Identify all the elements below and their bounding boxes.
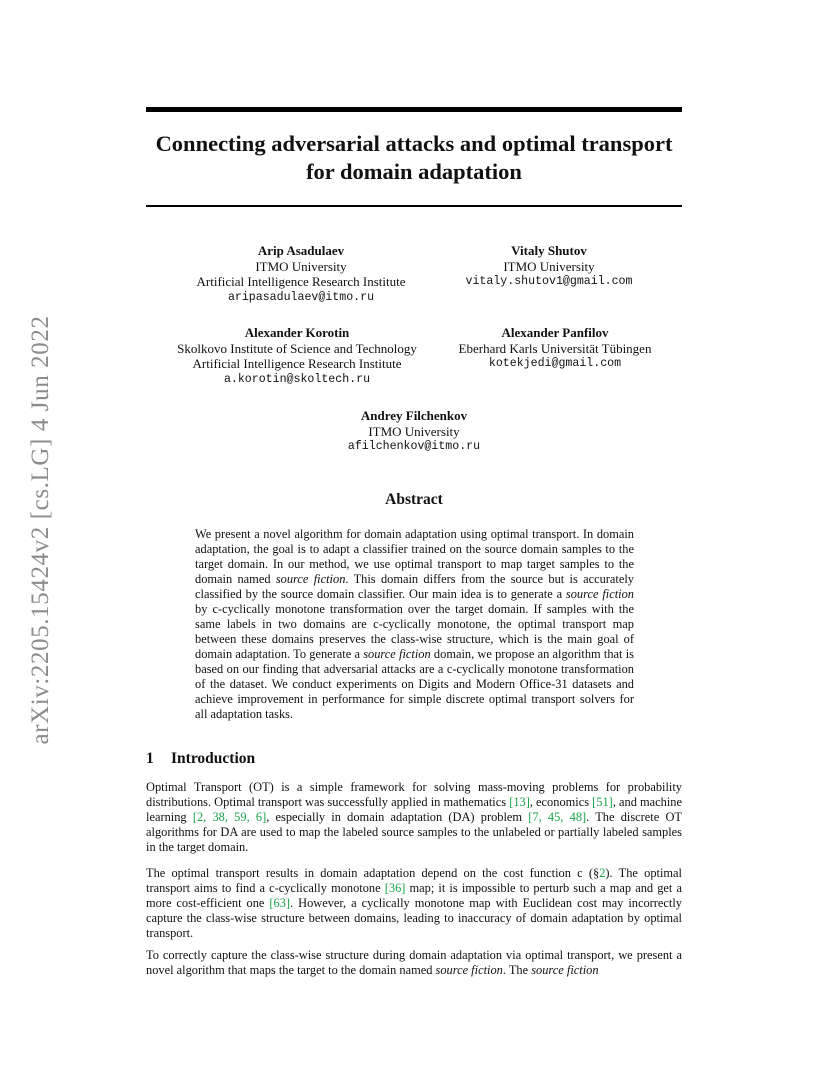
author-affiliation: Artificial Intelligence Research Institute [192,356,402,371]
section-number: 1 [146,750,154,767]
text-segment: , and machine learning [146,795,682,824]
author-email[interactable]: afilchenkov@itmo.ru [347,440,481,453]
arxiv-identifier: arXiv:2205.15424v2 [cs.LG] 4 Jun 2022 [27,315,54,745]
author-affiliation: Skolkovo Institute of Science and Technology [177,340,417,356]
title-line-1: Connecting adversarial attacks and optimal transport [155,131,673,156]
author-affiliation: ITMO University [255,258,347,274]
citation-link[interactable]: [51] [592,795,613,809]
citation-link[interactable]: [63] [269,896,291,910]
text-segment: ). The optimal transport aims to find a c-cyclically monotone [146,866,682,895]
text-emphasis: source fiction [435,963,503,977]
abstract-segment: domain, we propose an algorithm that is based on our finding that adversarial attacks are a c-cyclically monotone transformation of the dataset. We conduct experiments on Digits and Modern Office-31 datasets and achieve improvement in performance for simple discrete optimal transport solvers for all adaptation tasks. [195,647,635,721]
author-name: Andrey Filchenkov [360,408,468,423]
abstract-emphasis: source fiction [275,572,346,586]
author-block-1 [166,243,436,305]
citation-link[interactable]: [7, 45, 48] [528,810,587,824]
section-title: Introduction [171,750,256,767]
text-segment: Optimal Transport (OT) is a simple framework for solving mass-moving problems for probability distributions. Optimal transport was successfully applied in mathematics [146,780,682,809]
paper-title [146,130,682,186]
text-emphasis: source fiction [531,963,599,977]
abstract-heading: Abstract [385,491,443,508]
author-name: Arip Asadulaev [257,243,345,258]
author-email[interactable]: aripasadulaev@itmo.ru [227,290,375,304]
text-segment: To correctly capture the class-wise structure during domain adaptation via optimal transport, we present a novel algorithm that maps the target to the domain named [146,948,682,977]
author-block-5 [279,408,549,455]
author-name: Alexander Panfilov [501,325,609,340]
text-segment: , economics [529,795,593,809]
text-segment: . The [502,963,532,977]
citation-link[interactable]: [2, 38, 59, 6] [192,810,267,824]
title-line-2: for domain adaptation [306,159,522,184]
author-affiliation: Eberhard Karls Universität Tübingen [458,340,652,356]
author-name: Alexander Korotin [244,325,350,340]
intro-paragraph-1 [146,780,682,855]
citation-link[interactable]: [13] [509,795,530,809]
author-affiliation: Artificial Intelligence Research Institute [196,274,406,289]
author-name: Vitaly Shutov [511,243,587,258]
author-block-3 [162,325,432,387]
abstract-text [195,527,634,722]
author-affiliation: ITMO University [503,258,595,274]
author-block-4 [420,325,690,372]
abstract-segment: by c-cyclically monotone transformation over the target domain. If samples with the same labels in two domains are c-cyclically monotone, the optimal transport map between these domains preserves the class-wise structure, which is the main goal of domain adaptation. To generate a [195,602,634,661]
section-reference-link[interactable]: 2 [599,866,606,880]
title-top-rule [146,107,682,112]
text-segment: , especially in domain adaptation (DA) problem [266,810,529,824]
author-email[interactable]: kotekjedi@gmail.com [488,357,622,370]
author-affiliation: ITMO University [368,423,460,439]
abstract-segment: We present a novel algorithm for domain adaptation using optimal transport. In domain adaptation, the goal is to adapt a classifier trained on the source domain samples to the target domain. In our method, we use optimal transport to map target samples to the domain named [195,527,634,586]
text-segment: . However, a cyclically monotone map with Euclidean cost may incorrectly capture the class-wise structure between domains, leading to inaccuracy of domain adaptation by optimal transport. [146,896,682,940]
abstract-emphasis: source fiction [363,647,431,661]
intro-paragraph-3 [146,948,682,978]
author-block-2 [414,243,684,290]
section-heading-introduction [146,750,255,768]
text-segment: map; it is impossible to perturb such a map and get a more cost-efficient one [146,881,682,910]
abstract-emphasis: source fiction [565,587,634,601]
text-segment: . The discrete OT algorithms for DA are used to map the labeled source samples to the unlabeled or partially labeled samples in the target domain. [146,810,682,854]
author-email[interactable]: vitaly.shutov1@gmail.com [465,275,633,288]
abstract-segment: . This domain differs from the source but is accurately classified by the source domain classifier. Our main idea is to generate a [195,572,635,601]
author-email[interactable]: a.korotin@skoltech.ru [223,372,371,386]
title-bottom-rule [146,205,682,207]
intro-paragraph-2 [146,866,682,941]
text-segment: The optimal transport results in domain adaptation depend on the cost function c (§ [146,866,600,880]
citation-link[interactable]: [36] [384,881,406,895]
